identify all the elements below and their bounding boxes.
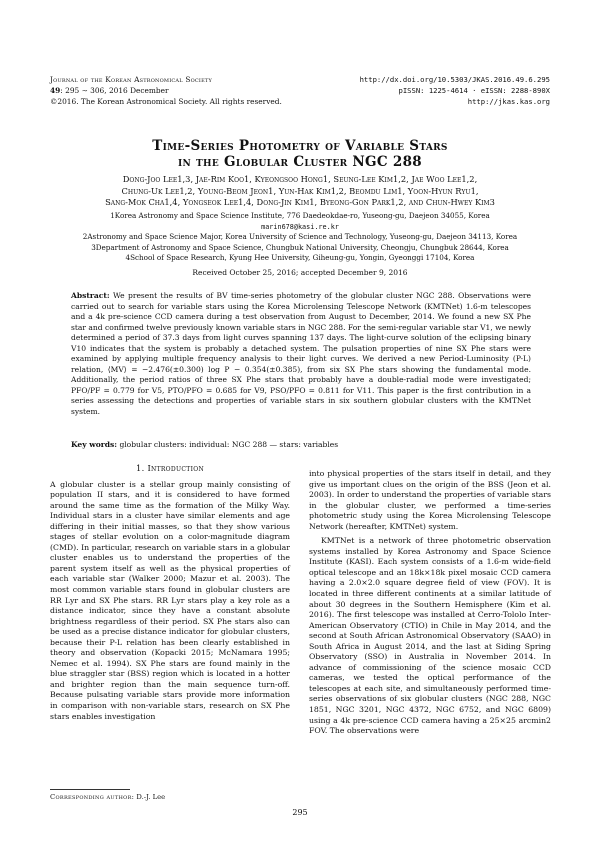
author-line: Chung-Uk Lee1,2, Young-Beom Jeon1, Yun-Hak Kim1,2, Beomdu Lim1, Yoon-Hyun Ryu1, [121,185,479,196]
footnote-label: Corresponding author: [50,793,135,801]
issn: pISSN: 1225-4614 · eISSN: 2288-890X [398,86,550,95]
intro-paragraph-1-continued: into physical properties of the stars itself in detail, and they give us important clues on the origin of the BSS (Jeon et al. 2003). In order to understand the properties of variable stars in the globular cluster, we performed a time-series photometric study using the Korea Microlensing Telescope Network (hereafter, KMTNet) system. [309,469,551,531]
keywords-label: Key words: [71,440,118,449]
affiliation-4: 4School of Space Research, Kyung Hee University, Giheung-gu, Yongin, Gyeonggi 17104, Korea [125,253,475,263]
journal-header-left [50,74,320,107]
corresponding-author-footnote [50,793,165,801]
abstract [71,291,531,418]
corresponding-email[interactable]: marin678@kasi.re.kr [261,222,339,231]
journal-name: Journal of the Korean Astronomical Society [50,75,212,84]
section-heading-introduction: 1. Introduction [135,463,205,473]
journal-url[interactable]: http://jkas.kas.org [467,97,550,106]
journal-volume: 49 [50,86,61,95]
received-dates: Received October 25, 2016; accepted December 9, 2016 [192,268,408,277]
doi-link[interactable]: http://dx.doi.org/10.5303/JKAS.2016.49.6.295 [359,75,550,84]
journal-header-right [290,74,550,107]
keywords [71,440,531,451]
footnote-divider [50,789,130,790]
journal-copyright: ©2016. The Korean Astronomical Society. All rights reserved. [50,97,282,106]
page-number: 295 [292,808,308,817]
affiliation-1: 1Korea Astronomy and Space Science Institute, 776 Daedeokdae-ro, Yuseong-gu, Daejeon 34055, Korea [110,211,490,220]
left-column [50,463,290,722]
footnote-name: D.-J. Lee [136,793,166,801]
right-column [309,469,551,737]
affiliation-2: 2Astronomy and Space Science Major, Korea University of Science and Technology, Yuseong-gu, Daejeon 34113, Korea [82,232,518,242]
abstract-text: We present the results of BV time-series photometry of the globular cluster NGC 288. Observations were carried out to search for variable stars using the Korea Microlensing Telescope Network (KMTNet) 1.6-m telescopes and a 4k pre-science CCD camera during a test observation from August to December, 2014. We found a new SX Phe star and confirmed twelve previously known variable stars in NGC 288. For the semi-regular variable star V1, we newly determined a period of 37.3 days from light curves spanning 137 days. The light-curve solution of the eclipsing binary V10 indicates that the system is probably a detached system. The pulsation properties of nine SX Phe stars were examined by applying multiple frequency analysis to their light curves. We derived a new Period-Luminosity (P-L) relation, ⟨MV⟩ = −2.476(±0.300) log P − 0.354(±0.385), from six SX Phe stars showing the fundamental mode. Additionally, the period ratios of three SX Phe stars that probably have a double-radial mode were investigated; PFO/PF = 0.779 for V5, PTO/PFO = 0.685 for V9, PSO/PFO = 0.811 for V11. This paper is the first contribution in a series assessing the detections and properties of variable stars in six southern globular clusters with the KMTNet system. [71,291,532,417]
keywords-text: globular clusters: individual: NGC 288 — stars: variables [119,440,339,449]
affiliations [50,211,550,264]
author-list [55,174,545,209]
intro-paragraph-1: A globular cluster is a stellar group mainly consisting of population II stars, and it is considered to have formed around the same time as the formation of the Milky Way. Individual stars in a cluster have similar elements and age differing in their initial masses, so that they show various stages of stellar evolution on a color-magnitude diagram (CMD). In particular, research on variable stars in a globular cluster enables us to understand the properties of the parent system itself as well as the physical properties of each variable star (Walker 2000; Mazur et al. 2003). The most common variable stars found in globular clusters are RR Lyr and SX Phe stars. RR Lyr stars play a key role as a distance indicator, since they have a constant absolute brightness regardless of their period. SX Phe stars also can be used as a precise distance indicator for globular clusters, because their P-L relation has been clearly established in theory and observation (Kopacki 2015; McNamara 1995; Nemec et al. 1994). SX Phe stars are found mainly in the blue straggler star (BSS) region which is located in a hotter and brighter region than the main sequence turn-off. Because pulsating variable stars provide more information in comparison with non-variable stars, research on SX Phe stars enables investigation [50,479,290,721]
intro-paragraph-2: KMTNet is a network of three photometric observation systems installed by Korea Astronomy and Space Science Institute (KASI). Each system consists of a 1.6-m wide-field optical telescope and an 18k×18k pixel mosaic CCD camera having a 2.0×2.0 square degree field of view (FOV). It is located in three different continents at a similar latitude of about 30 degrees in the Southern Hemisphere (Kim et al. 2016). The first telescope was installed at Cerro-Tololo Inter-American Observatory (CTIO) in Chile in May 2014, and the second at South African Astronomical Observatory (SAAO) in South Africa in August 2014, and the last at Siding Spring Observatory (SSO) in Australia in November 2014. In advance of commissioning of the science mosaic CCD cameras, we tested the optical performance of the telescopes at each site, and simultaneously performed time-series observations of six globular clusters (NGC 288, NGC 1851, NGC 3201, NGC 4372, NGC 6752, and NGC 6809) using a 4k pre-science CCD camera having a 25×25 arcmin2 FOV. The observations were [309,536,551,736]
title-line-2: in the Globular Cluster NGC 288 [178,154,422,170]
journal-volume-line [50,85,320,96]
author-line: Sang-Mok Cha1,4, Yongseok Lee1,4, Dong-Jin Kim1, Byeong-Gon Park1,2, and Chun-Hwey Kim3 [105,197,495,208]
author-line: Dong-Joo Lee1,3, Jae-Rim Koo1, Kyeongsoo Hong1, Seung-Lee Kim1,2, Jae Woo Lee1,2, [122,174,478,184]
affiliation-3: 3Department of Astronomy and Space Science, Chungbuk National University, Cheongju, Chungbuk 28644, Korea [91,242,509,252]
abstract-label: Abstract: [71,291,110,300]
paper-title [60,138,540,170]
title-line-1: Time-Series Photometry of Variable Stars [152,138,448,154]
journal-pages-date: : 295 ∼ 306, 2016 December [60,86,169,95]
